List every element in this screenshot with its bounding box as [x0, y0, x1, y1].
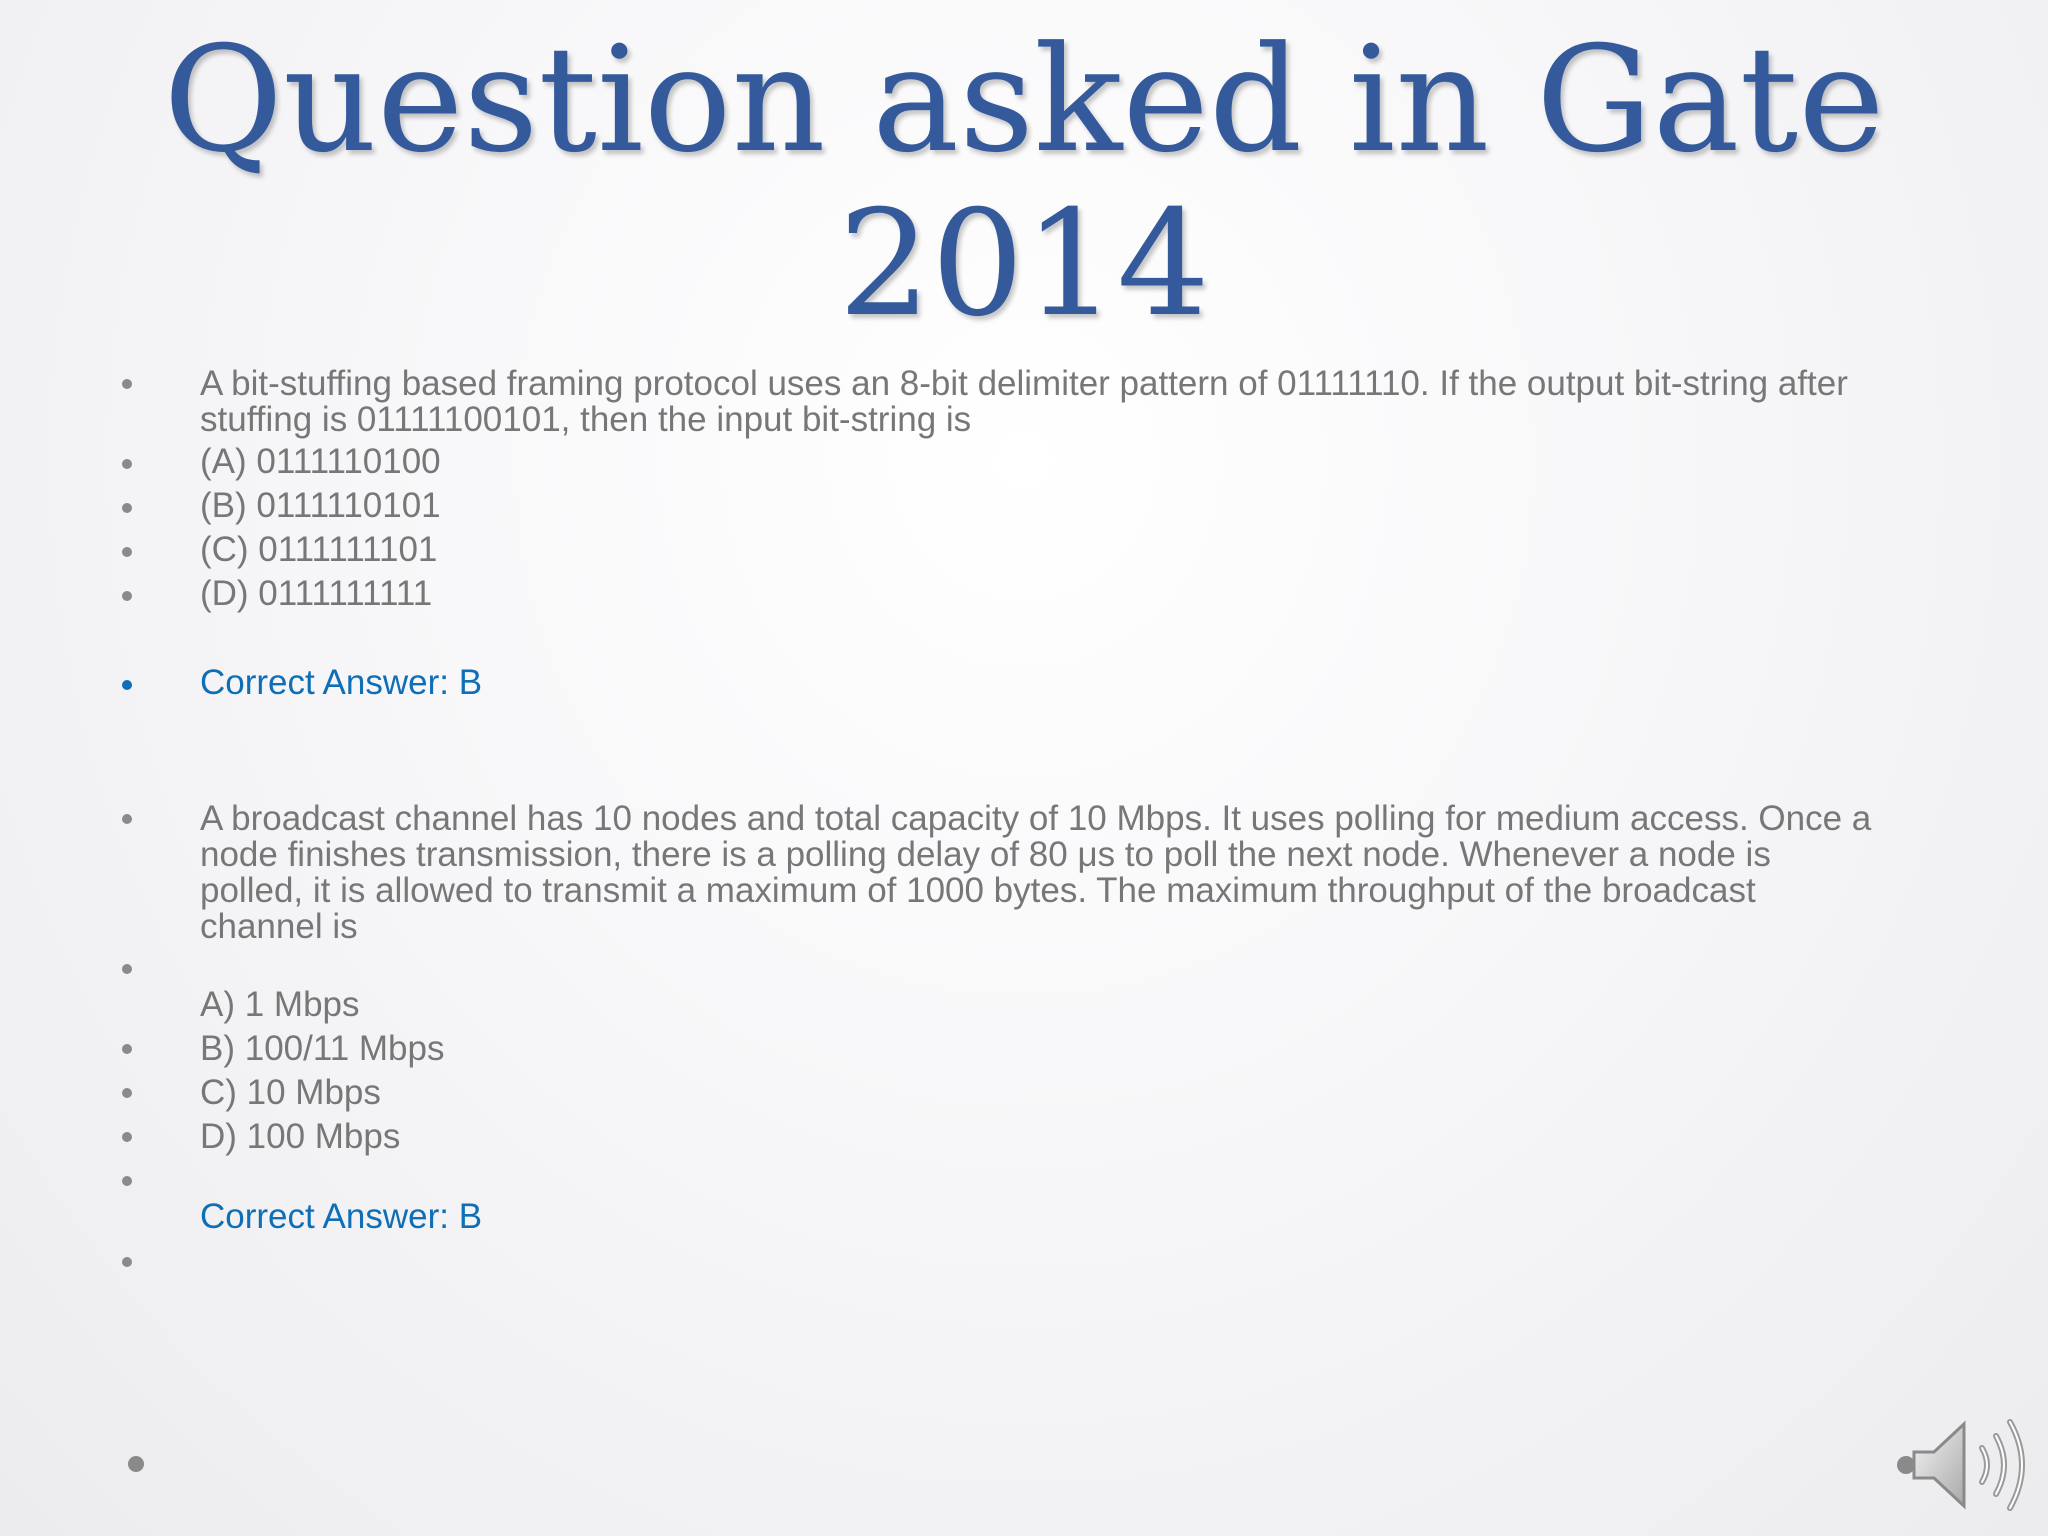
- question-1-option-b: (B) 0111110101: [200, 486, 441, 525]
- bullet-dot: [122, 964, 132, 974]
- bullet-dot: [122, 459, 132, 469]
- question-2-option-b: B) 100/11 Mbps: [200, 1029, 445, 1068]
- question-1-text: A bit-stuffing based framing protocol uses an 8-bit delimiter pattern of 01111110. If the output bit-string after stuffing is 01111100101, then the input bit-string is: [200, 364, 1848, 439]
- question-2-text: A broadcast channel has 10 nodes and total capacity of 10 Mbps. It uses polling for medium access. Once a node finishes transmission, there is a polling delay of 80 μs to poll the next node. Whenever a node is polled, it is allowed to transmit a maximum of 1000 bytes. The maximum throughput of the broadcast channel is: [200, 799, 1872, 946]
- question-1-option-c: (C) 0111111101: [200, 530, 438, 569]
- bullet-dot: [122, 1257, 132, 1267]
- bullet-dot: [122, 1044, 132, 1054]
- bullet-dot: [122, 503, 132, 513]
- question-1-answer: Correct Answer: B: [200, 663, 483, 702]
- question-1-option-d: (D) 0111111111: [200, 574, 433, 613]
- bullet-dot: [122, 1132, 132, 1142]
- bullet-dot: [122, 1088, 132, 1098]
- footer-dot: [128, 1456, 144, 1472]
- bullet-dot: [122, 547, 132, 557]
- speaker-icon[interactable]: [1890, 1400, 2040, 1530]
- bullet-dot: [122, 680, 132, 690]
- title-line-2: 2014: [838, 179, 1210, 349]
- question-2-option-d: D) 100 Mbps: [200, 1117, 401, 1156]
- bullet-dot: [122, 814, 132, 824]
- bullet-dot: [122, 591, 132, 601]
- question-2-option-a: A) 1 Mbps: [200, 985, 360, 1024]
- question-2-answer: Correct Answer: B: [200, 1197, 483, 1236]
- bullet-dot: [122, 379, 132, 389]
- title-line-1: Question asked in Gate: [163, 15, 1885, 185]
- bullet-dot: [122, 1176, 132, 1186]
- question-1-option-a: (A) 0111110100: [200, 442, 441, 481]
- question-2-option-c: C) 10 Mbps: [200, 1073, 381, 1112]
